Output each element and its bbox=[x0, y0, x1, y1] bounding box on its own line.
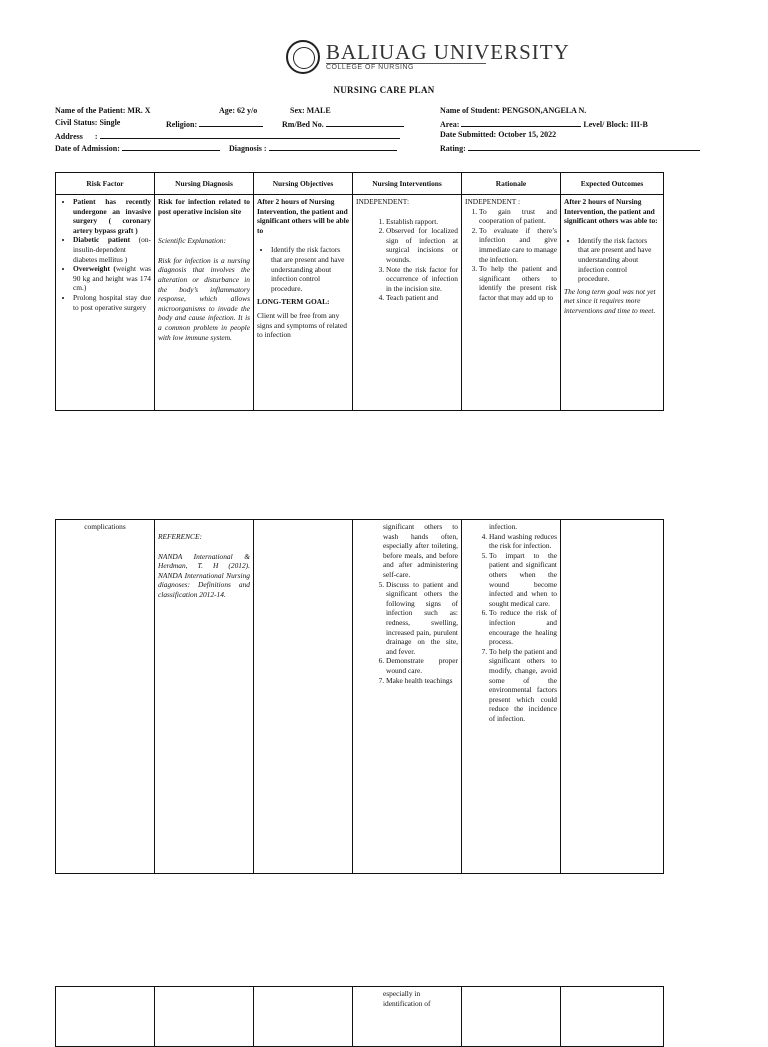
age-label: Age: bbox=[219, 106, 235, 115]
table-row bbox=[56, 195, 664, 411]
intervention-continued: significant others to wash hands often, especially after toileting, before meals, and before and after administering self-care. bbox=[383, 522, 458, 579]
outcome-item: • Identify the risk factors that are present and have understanding about infection control procedure. bbox=[578, 236, 660, 284]
long-term-goal-text: Client will be free from any signs and symptoms of related to infection bbox=[257, 310, 347, 340]
civil-status-value: Single bbox=[99, 118, 121, 127]
rating-row bbox=[440, 142, 700, 153]
reference-text: NANDA International & Herdman, T. H (2012). NANDA International Nursing diagnoses: Definitions and classification 2012-14. bbox=[158, 551, 250, 599]
objective-intro: After 2 hours of Nursing Intervention, the patient and significant others will be able to bbox=[257, 197, 349, 235]
date-submitted-row bbox=[440, 130, 556, 139]
risk-factor-cell bbox=[56, 520, 155, 874]
rationale-cell bbox=[462, 520, 561, 874]
college-name: COLLEGE OF NURSING bbox=[326, 64, 414, 71]
interventions-cell bbox=[353, 195, 462, 411]
risk-factor-item: • Patient has recently undergone an invasive surgery ( coronary artery bypass graft ) bbox=[73, 197, 151, 235]
admission-row bbox=[55, 142, 220, 153]
rationale-continued: infection. bbox=[489, 522, 518, 531]
risk-factor-item: • Prolong hospital stay due to post operative surgery bbox=[73, 293, 151, 312]
sex-value: MALE bbox=[306, 106, 331, 115]
intervention-item: 6. Demonstrate proper wound care. bbox=[386, 656, 458, 675]
expected-outcomes-cell bbox=[561, 520, 664, 874]
rationale-item: 4. Hand washing reduces the risk for infection. bbox=[489, 532, 557, 551]
level-label: Level/ Block: bbox=[583, 120, 629, 129]
admission-field[interactable] bbox=[122, 142, 220, 151]
risk-factor-item: • Overweight (weight was 90 kg and height was 174 cm.) bbox=[73, 264, 151, 293]
intervention-continued: especially in identification of bbox=[383, 989, 431, 1008]
age-value: 62 y/o bbox=[237, 106, 258, 115]
long-term-goal-heading: LONG-TERM GOAL: bbox=[257, 297, 330, 307]
intervention-item: 4. Teach patient and bbox=[386, 293, 458, 303]
diagnosis-field[interactable] bbox=[269, 142, 397, 151]
rationale-cell bbox=[462, 987, 561, 1047]
care-plan-table-continued bbox=[55, 519, 664, 874]
patient-name-value: MR. X bbox=[127, 106, 151, 115]
reference-heading: REFERENCE: bbox=[158, 532, 202, 541]
intervention-item: 5. Discuss to patient and significant others the following signs of infection such as: redness, swelling, increased pain, purulent drainage on the site, and fever. bbox=[386, 580, 458, 657]
care-plan-table-page3 bbox=[55, 986, 664, 1047]
table-row bbox=[56, 987, 664, 1047]
address-label: Address bbox=[55, 132, 83, 141]
diagnosis-row: Diagnosis : bbox=[229, 142, 397, 153]
student-name-row bbox=[440, 106, 586, 115]
sex-row bbox=[290, 106, 331, 115]
patient-name-row bbox=[55, 106, 151, 115]
expected-outcomes-cell bbox=[561, 987, 664, 1047]
patient-name-label: Name of the Patient: bbox=[55, 106, 126, 115]
outcome-intro: After 2 hours of Nursing Intervention, the patient and significant others was able to: bbox=[564, 197, 658, 226]
diagnosis-text: Risk for infection related to post operative incision site bbox=[158, 197, 250, 216]
header-rationale: Rationale bbox=[462, 173, 561, 195]
table-row bbox=[56, 520, 664, 874]
room-bed-label: Rm/Bed No. bbox=[282, 120, 324, 129]
civil-status-label: Civil Status: bbox=[55, 118, 98, 127]
header-risk-factor: Risk Factor bbox=[56, 173, 155, 195]
scientific-explanation-heading: Scientific Explanation: bbox=[158, 236, 226, 246]
risk-factor-cell bbox=[56, 195, 155, 411]
religion-label: Religion: bbox=[166, 120, 198, 129]
rationale-item: 5. To impart to the patient and significant others when the wound become infected and when to sought medical care. bbox=[489, 551, 557, 609]
room-bed-row bbox=[282, 118, 404, 129]
area-row bbox=[440, 118, 648, 129]
interventions-heading: INDEPENDENT: bbox=[356, 197, 410, 206]
outcome-note: The long term goal was not yet met since it requires more interventions and time to meet. bbox=[564, 286, 656, 315]
header-expected-outcomes: Expected Outcomes bbox=[561, 173, 664, 195]
interventions-cell bbox=[353, 520, 462, 874]
date-submitted-value: October 15, 2022 bbox=[498, 130, 557, 139]
room-bed-field[interactable] bbox=[326, 118, 404, 127]
admission-label: Date of Admission: bbox=[55, 144, 120, 153]
risk-factor-cell bbox=[56, 987, 155, 1047]
interventions-cell bbox=[353, 987, 462, 1047]
address-field[interactable] bbox=[100, 130, 400, 139]
student-name-label: Name of Student: bbox=[440, 106, 500, 115]
diagnosis-cell bbox=[155, 987, 254, 1047]
care-plan-table bbox=[55, 172, 664, 411]
document-title: NURSING CARE PLAN bbox=[333, 85, 435, 95]
rationale-heading: INDEPENDENT : bbox=[465, 197, 521, 206]
risk-factor-item: • Diabetic patient (on-insulin-dependent diabetes mellitus ) bbox=[73, 235, 151, 264]
risk-factor-continued: complications bbox=[84, 522, 126, 531]
header-nursing-diagnosis: Nursing Diagnosis bbox=[155, 173, 254, 195]
student-name-value: PENGSON,ANGELA N. bbox=[502, 106, 587, 115]
university-seal-icon bbox=[286, 40, 320, 74]
date-submitted-label: Date Submitted: bbox=[440, 130, 497, 139]
level-value: III-B bbox=[630, 120, 648, 129]
area-label: Area: bbox=[440, 120, 460, 129]
age-row bbox=[219, 106, 257, 115]
objectives-cell bbox=[254, 987, 353, 1047]
religion-field[interactable] bbox=[199, 118, 263, 127]
sex-label: Sex: bbox=[290, 106, 305, 115]
intervention-item: 3. Note the risk factor for occurrence of infection in the incision site. bbox=[386, 265, 458, 294]
rationale-item: 7. To help the patient and significant others to modify, change, avoid some of the environmental factors present which could reduce the incidence of infection. bbox=[489, 647, 557, 724]
table-header-row bbox=[56, 173, 664, 195]
header-nursing-objectives: Nursing Objectives bbox=[254, 173, 353, 195]
intervention-item: 7. Make health teachings bbox=[386, 676, 458, 686]
rating-field[interactable] bbox=[468, 142, 700, 151]
rationale-item: 6. To reduce the risk of infection and encourage the healing process. bbox=[489, 608, 557, 646]
diagnosis-cell bbox=[155, 195, 254, 411]
expected-outcomes-cell bbox=[561, 195, 664, 411]
religion-row bbox=[166, 118, 263, 129]
rating-label: Rating: bbox=[440, 144, 466, 153]
scientific-explanation-text: Risk for infection is a nursing diagnosis that involves the alteration or disturbance in the body’s inflammatory response, which allows microorganisms to invade the body and cause infection. It is a common problem in people with low immune system. bbox=[158, 255, 250, 342]
diagnosis-label: Diagnosis bbox=[229, 144, 262, 153]
university-name: BALIUAG UNIVERSITY bbox=[326, 40, 570, 64]
header-nursing-interventions: Nursing Interventions bbox=[353, 173, 462, 195]
rationale-item: 3. To help the patient and significant others to identify the present risk factor that may add up to bbox=[479, 264, 557, 302]
objectives-cell bbox=[254, 195, 353, 411]
diagnosis-cell bbox=[155, 520, 254, 874]
civil-status-row bbox=[55, 118, 120, 127]
objective-item: • Identify the risk factors that are present and have understanding about infection control procedure. bbox=[271, 245, 349, 293]
area-field[interactable] bbox=[461, 118, 581, 127]
rationale-item: 1. To gain trust and cooperation of patient. bbox=[479, 207, 557, 226]
objectives-cell bbox=[254, 520, 353, 874]
intervention-item: 1. Establish rapport. bbox=[386, 217, 458, 227]
rationale-cell bbox=[462, 195, 561, 411]
intervention-item: 2. Observed for localized sign of infection at surgical incisions or wounds. bbox=[386, 226, 458, 264]
address-row: Address : bbox=[55, 130, 400, 141]
rationale-item: 2. To evaluate if there’s infection and give immediate care to manage the infection. bbox=[479, 226, 557, 264]
